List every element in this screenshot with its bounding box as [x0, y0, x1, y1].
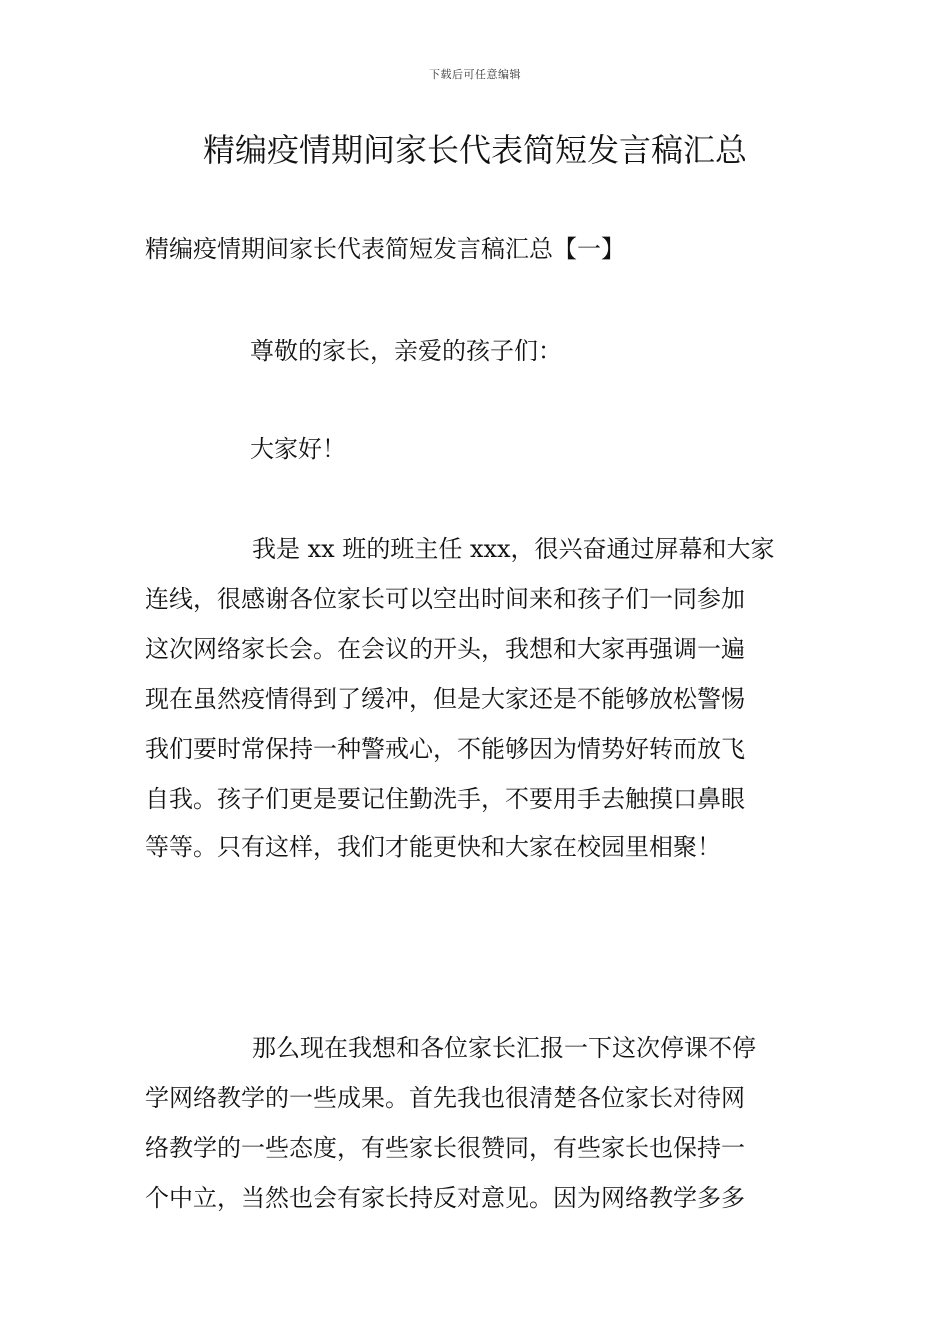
greeting: 大家好！: [250, 435, 346, 463]
paragraph-1-line: 现在虽然疫情得到了缓冲，但是大家还是不能够放松警惕: [145, 685, 745, 713]
paragraph-1-line: 连线，很感谢各位家长可以空出时间来和孩子们一同参加: [145, 585, 745, 613]
paragraph-2-line: 那么现在我想和各位家长汇报一下这次停课不停: [252, 1034, 756, 1062]
paragraph-1-line: 这次网络家长会。在会议的开头，我想和大家再强调一遍: [145, 635, 745, 663]
paragraph-1-line: 我是 xx 班的班主任 xxx，很兴奋通过屏幕和大家: [252, 535, 775, 563]
paragraph-2-line: 个中立，当然也会有家长持反对意见。因为网络教学多多: [145, 1184, 745, 1212]
paragraph-2-line: 学网络教学的一些成果。首先我也很清楚各位家长对待网: [145, 1084, 745, 1112]
header-note: 下载后可任意编辑: [429, 68, 521, 81]
paragraph-2-line: 络教学的一些态度，有些家长很赞同，有些家长也保持一: [145, 1134, 745, 1162]
salutation: 尊敬的家长，亲爱的孩子们：: [250, 337, 562, 365]
document-title: 精编疫情期间家长代表简短发言稿汇总: [202, 131, 747, 169]
section-heading: 精编疫情期间家长代表简短发言稿汇总【一】: [145, 235, 625, 263]
paragraph-1-line: 自我。孩子们更是要记住勤洗手，不要用手去触摸口鼻眼: [145, 785, 745, 813]
paragraph-1-line: 等等。只有这样，我们才能更快和大家在校园里相聚！: [145, 833, 721, 861]
paragraph-1-line: 我们要时常保持一种警戒心，不能够因为情势好转而放飞: [145, 735, 745, 763]
